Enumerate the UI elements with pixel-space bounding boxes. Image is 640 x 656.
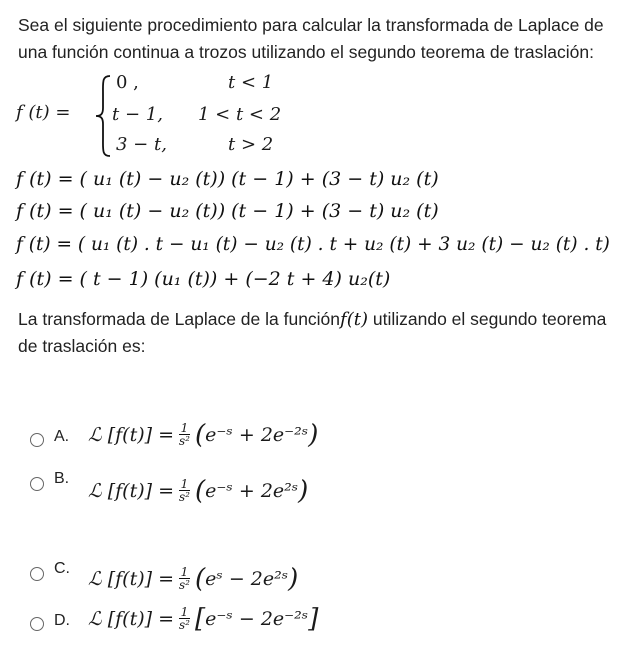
case-expr-3: 3 − t, xyxy=(116,134,167,155)
piecewise-definition xyxy=(16,70,316,160)
case-expr-1: 0 , xyxy=(116,72,139,93)
option-a-letter[interactable]: A. xyxy=(54,428,70,445)
option-c-radio[interactable] xyxy=(30,567,44,581)
option-c-letter[interactable]: C. xyxy=(54,560,70,577)
option-c-fraction: $\frac{1}{\text{s²}}$ xyxy=(179,565,190,592)
option-c-lhs: ℒ [f(t)] = xyxy=(88,567,175,590)
option-c-body: eˢ − 2e²ˢ xyxy=(205,567,289,590)
option-b-radio[interactable] xyxy=(30,477,44,491)
option-d-fraction: $\frac{1}{\text{s²}}$ xyxy=(179,605,190,632)
option-d-open: [ xyxy=(194,603,206,634)
step-1: f (t) = ( u₁ (t) − u₂ (t)) (t − 1) + (3 − t) u₂ (t) xyxy=(16,168,439,190)
option-d-letter[interactable]: D. xyxy=(54,612,70,629)
option-b-fraction: $\frac{1}{\text{s²}}$ xyxy=(179,477,190,504)
option-d-close: ] xyxy=(308,603,319,634)
option-b-letter[interactable]: B. xyxy=(54,470,70,487)
left-brace-icon xyxy=(94,74,114,158)
piecewise-lhs: f (t) = xyxy=(16,102,71,123)
step-2: f (t) = ( u₁ (t) − u₂ (t)) (t − 1) + (3 − t) u₂ (t) xyxy=(16,200,439,222)
step-3: f (t) = ( u₁ (t) . t − u₁ (t) − u₂ (t) . t + u₂ (t) + 3 u₂ (t) − u₂ (t) . t) xyxy=(16,234,610,255)
option-c-close: ) xyxy=(288,563,299,594)
case-expr-2: t − 1, xyxy=(112,104,163,125)
option-c-formula[interactable] xyxy=(88,563,299,594)
option-a-body: e⁻ˢ + 2e⁻²ˢ xyxy=(205,423,309,446)
prompt-text-b: utilizando el segundo teorema de traslación es: xyxy=(18,309,607,356)
prompt-text-a: La transformada de Laplace de la función xyxy=(18,309,341,329)
step-4: f (t) = ( t − 1) (u₁ (t)) + (−2 t + 4) u₂(t) xyxy=(16,268,391,290)
option-a-open: ( xyxy=(194,419,206,450)
option-b-open: ( xyxy=(194,475,206,506)
option-a-formula[interactable] xyxy=(88,419,319,450)
option-d-radio[interactable] xyxy=(30,617,44,631)
question-prompt xyxy=(18,306,628,360)
option-a-radio[interactable] xyxy=(30,433,44,447)
option-d-body: e⁻ˢ − 2e⁻²ˢ xyxy=(205,607,309,630)
case-cond-2: 1 < t < 2 xyxy=(198,104,282,125)
case-cond-3: t > 2 xyxy=(228,134,274,155)
option-b-lhs: ℒ [f(t)] = xyxy=(88,479,175,502)
option-a-close: ) xyxy=(308,419,319,450)
option-a-fraction: $\frac{1}{\text{s²}}$ xyxy=(179,421,190,448)
option-b-close: ) xyxy=(298,475,309,506)
option-a-lhs: ℒ [f(t)] = xyxy=(88,423,175,446)
option-c-open: ( xyxy=(194,563,206,594)
option-b-body: e⁻ˢ + 2e²ˢ xyxy=(205,479,299,502)
prompt-function: f(t) xyxy=(340,309,368,330)
option-b-formula[interactable] xyxy=(88,475,309,506)
question-intro: Sea el siguiente procedimiento para calcular la transformada de Laplace de una función continua a trozos utilizando el segundo teorema de traslación: xyxy=(18,15,604,62)
case-cond-1: t < 1 xyxy=(228,72,274,93)
option-d-formula[interactable] xyxy=(88,603,319,634)
option-d-lhs: ℒ [f(t)] = xyxy=(88,607,175,630)
